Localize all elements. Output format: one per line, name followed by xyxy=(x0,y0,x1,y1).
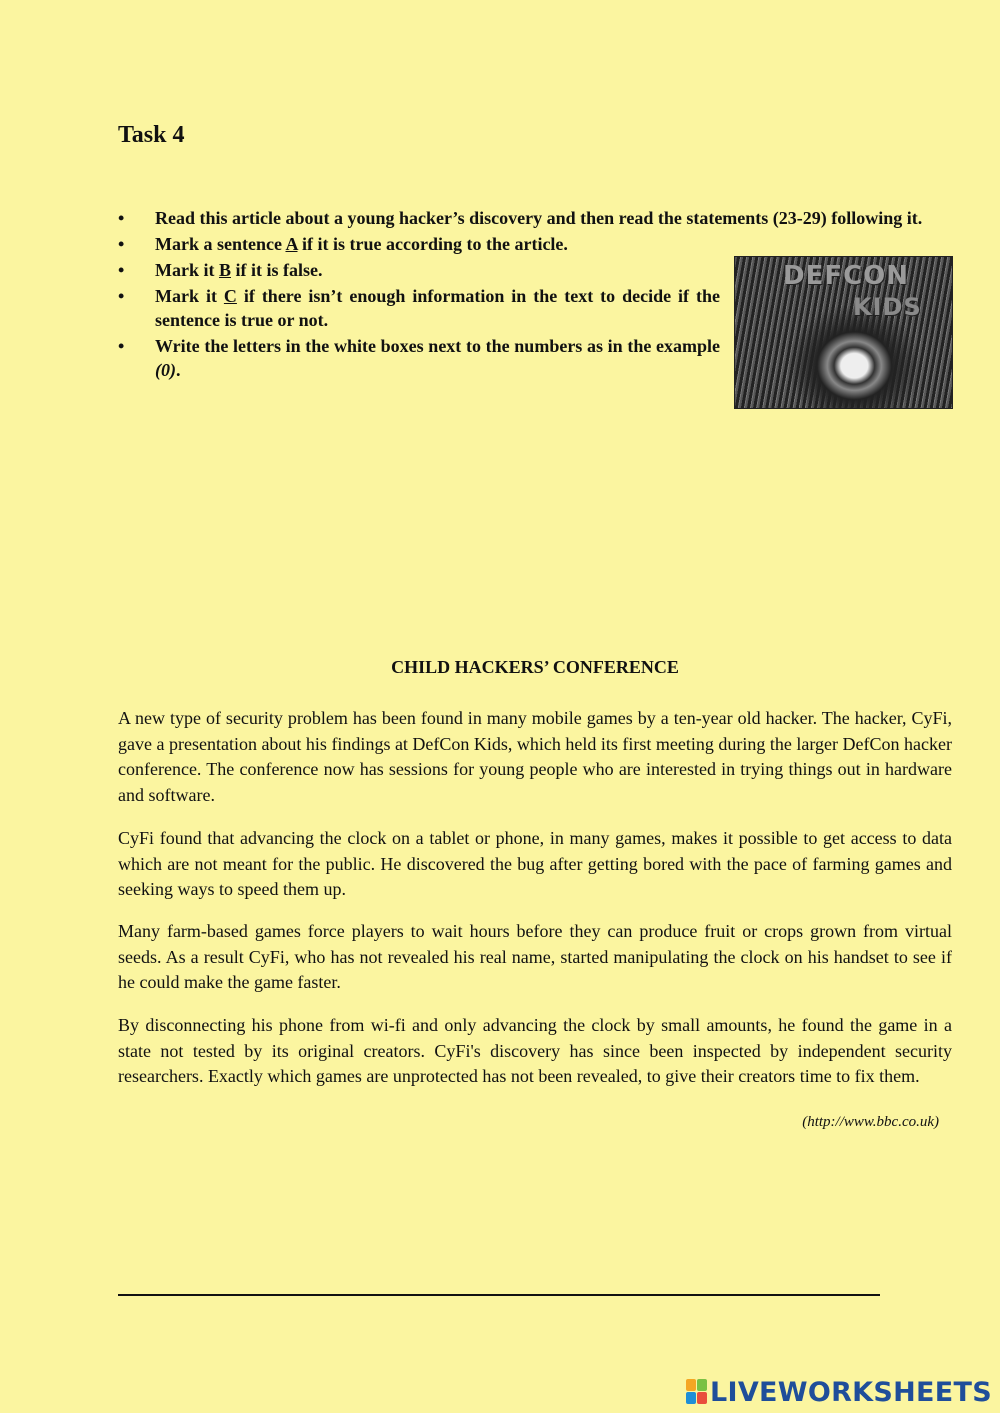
instruction-text: Mark it xyxy=(155,286,224,306)
answer-letter-c: C xyxy=(223,286,237,306)
bullet: • xyxy=(118,336,125,356)
defcon-logo-text: DEFCON xyxy=(783,261,910,291)
bullet: • xyxy=(118,286,125,306)
instruction-text: if it is false. xyxy=(231,260,323,280)
logo-square xyxy=(697,1379,707,1391)
instruction-text: Mark a sentence xyxy=(155,234,286,254)
logo-square xyxy=(686,1379,696,1391)
article-title: CHILD HACKERS’ CONFERENCE xyxy=(391,657,679,677)
liveworksheets-logo[interactable] xyxy=(686,1374,992,1410)
task-title: Task 4 xyxy=(118,122,185,148)
divider-line xyxy=(118,1294,880,1296)
answer-letter-a: A xyxy=(285,234,298,254)
instruction-text: Read this article about a young hacker’s discovery and then read the statements (23-29) following it. xyxy=(155,208,923,228)
article-paragraph: CyFi found that advancing the clock on a tablet or phone, in many games, makes it possible to get access to data which are not meant for the public. He discovered the bug after getting bored with the pace of farming games and seeking ways to speed them up. xyxy=(118,828,952,899)
instruction-text: if there isn’t enough information in the text to decide if the sentence is true or not. xyxy=(155,286,721,330)
logo-square xyxy=(697,1392,707,1404)
defcon-kids-image xyxy=(734,256,953,409)
instruction-item xyxy=(118,284,720,332)
answer-letter-b: B xyxy=(218,260,231,280)
bullet: • xyxy=(118,234,125,254)
example-marker: (0) xyxy=(155,360,176,380)
instruction-item xyxy=(118,258,720,282)
article-paragraph: Many farm-based games force players to wait hours before they can produce fruit or crops grown from virtual seeds. As a result CyFi, who has not revealed his real name, started manipulating the clock on his handset to see if he could make the game faster. xyxy=(118,921,952,992)
brand-name: LIVEWORKSHEETS xyxy=(709,1376,992,1408)
article-paragraph: A new type of security problem has been found in many mobile games by a ten-year old hacker. The hacker, CyFi, gave a presentation about his findings at DefCon Kids, which held its first meeting during the larger DefCon hacker conference. The conference now has sessions for young people who are interested in trying things out in hardware and software. xyxy=(118,708,952,805)
logo-square xyxy=(686,1392,696,1404)
instruction-text: if it is true according to the article. xyxy=(297,234,568,254)
liveworksheets-icon xyxy=(686,1379,708,1405)
instruction-item xyxy=(118,206,952,230)
bullet: • xyxy=(118,208,125,228)
article-source: (http://www.bbc.co.uk) xyxy=(802,1114,939,1130)
instruction-text: Mark it xyxy=(155,260,219,280)
article-paragraph: By disconnecting his phone from wi-fi and only advancing the clock by small amounts, he found the game in a state not tested by its original creators. CyFi's discovery has since been inspected by independent security researchers. Exactly which games are unprotected has not been revealed, to give their creators time to fix them. xyxy=(118,1015,952,1086)
instruction-item xyxy=(118,334,720,382)
instruction-item xyxy=(118,232,720,256)
instruction-text: Write the letters in the white boxes next to the numbers as in the example xyxy=(155,336,720,356)
bullet: • xyxy=(118,260,125,280)
instruction-text: . xyxy=(176,360,181,380)
kids-logo-text: KIDS xyxy=(853,293,922,321)
